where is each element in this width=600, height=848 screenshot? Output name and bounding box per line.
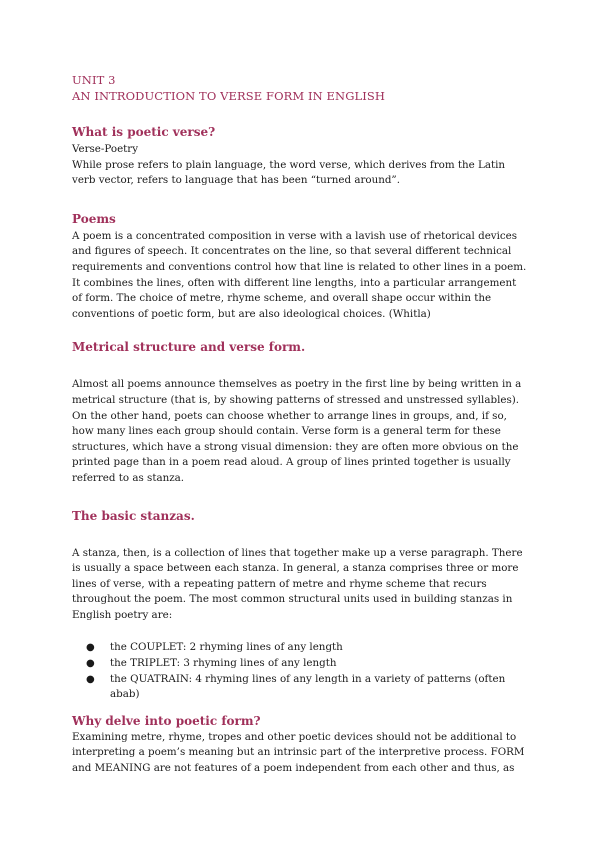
section-body: Almost all poems announce themselves as poetry in the first line by being written in a metrical structure (that is, by showing patterns of stressed and unstressed syllables). On the other hand, poets can choose whether to arrange lines in groups, and, if so, how many lines each group should contain. Verse form is a general term for these structures, which have a strong visual dimension: they are often more obvious on the printed page than in a poem read aloud. A group of lines printed together is usually referred to as stanza. — [72, 378, 522, 484]
section-body: A poem is a concentrated composition in verse with a lavish use of rhetorical devices and figures of speech. It concentrates on the line, so that several different technical requirements and conventions control how that line is related to other lines in a poem. It combines the lines, often with different line lengths, into a particular arrangement of form. The choice of metre, rhyme scheme, and overall shape occur within the conventions of poetic form, but are also ideological choices. (Whitla) — [72, 229, 527, 320]
section-heading: Why delve into poetic form? — [72, 713, 261, 728]
section-why — [72, 713, 528, 777]
section-body: Examining metre, rhyme, tropes and other poetic devices should not be additional to interpreting a poem’s meaning but an intrinsic part of the interpretive process. FORM and MEANING are not features of a poem independent from each other and thus, as — [72, 730, 525, 775]
section-body: While prose refers to plain language, the word verse, which derives from the Latin verb vector, refers to language that has been “turned around”. — [72, 158, 506, 187]
section-heading: What is poetic verse? — [72, 125, 216, 139]
unit-number: UNIT 3 — [72, 73, 116, 87]
section-stanzas — [72, 508, 528, 703]
unit-heading — [72, 72, 528, 104]
bullet-icon: ● — [86, 658, 95, 670]
section-heading: Poems — [72, 211, 116, 226]
section-body: A stanza, then, is a collection of lines that together make up a verse paragraph. There is usually a space between each stanza. In general, a stanza comprises three or more lines of verse, with a repeating pattern of metre and rhyme scheme that recurs throughout the poem. The most common structural units used in building stanzas in English poetry are: — [72, 546, 523, 621]
section-what — [72, 124, 528, 189]
section-heading: Metrical structure and verse form. — [72, 340, 306, 355]
section-heading: The basic stanzas. — [72, 508, 195, 523]
unit-title: AN INTRODUCTION TO VERSE FORM IN ENGLISH — [72, 89, 385, 103]
list-item: ● the COUPLET: 2 rhyming lines of any length — [72, 640, 528, 656]
list-item: ● the QUATRAIN: 4 rhyming lines of any length in a variety of patterns (often abab) — [86, 672, 506, 701]
section-subtitle: Verse-Poetry — [72, 143, 139, 155]
section-metrical — [72, 339, 528, 486]
stanza-list — [72, 640, 528, 702]
list-item: ● the TRIPLET: 3 rhyming lines of any length — [72, 656, 528, 672]
section-poems — [72, 211, 528, 323]
bullet-icon: ● — [86, 642, 95, 654]
bullet-icon: ● — [86, 673, 95, 685]
